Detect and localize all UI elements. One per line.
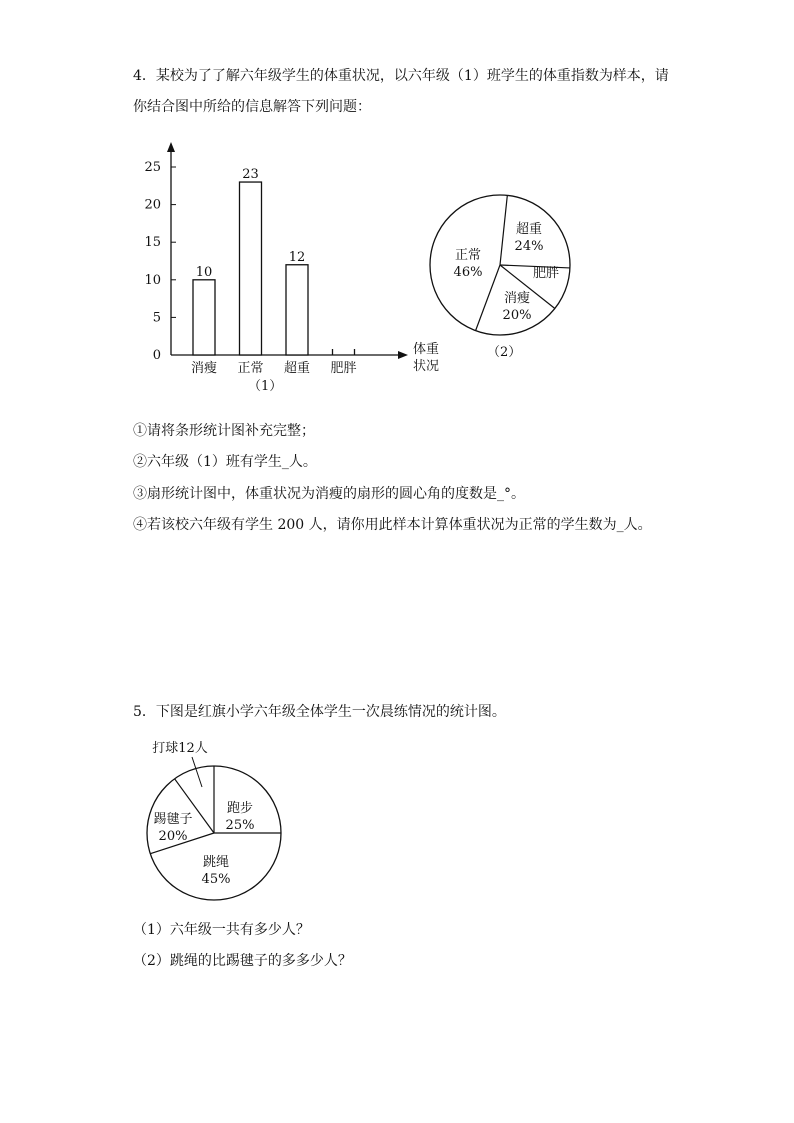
x-category-label: 消瘦: [190, 361, 218, 376]
y-tick-label: 25: [144, 160, 161, 175]
pie-slice-label: 跑步: [226, 801, 254, 816]
y-tick-label: 20: [144, 197, 161, 213]
x-axis-label-line2: 状况: [413, 359, 440, 374]
x-axis-arrow: [398, 351, 408, 359]
x-category-label: 超重: [283, 361, 311, 376]
pie-slice-value: 46%: [453, 265, 483, 280]
pie-chart-exercise: [140, 735, 320, 905]
q5-sub2: （2）跳绳的比踢毽子的多多少人？: [133, 953, 352, 969]
bar-value-label: 10: [195, 264, 213, 280]
bar-chart-weight: [140, 140, 460, 400]
bar-超重: [286, 265, 308, 355]
pie-slice-label: 正常: [454, 248, 482, 263]
bar-消瘦: [193, 280, 215, 355]
q5-stem: 5．下图是红旗小学六年级全体学生一次晨练情况的统计图。: [133, 704, 506, 720]
y-axis-arrow: [167, 142, 175, 152]
x-category-label: 肥胖: [330, 361, 357, 376]
pie-slice-label: 跳绳: [202, 855, 230, 870]
pie-slice-label: 消瘦: [503, 291, 531, 306]
q4-stem-line1: 4．某校为了了解六年级学生的体重状况，以六年级（1）班学生的体重指数为样本，请: [133, 68, 669, 84]
pie-slice-label: 打球12人: [152, 741, 208, 756]
pie-chart-caption: （2）: [487, 345, 522, 360]
pie-chart-weight: [425, 190, 595, 370]
pie-slice-label: 肥胖: [532, 266, 560, 281]
q4-sub3: ③扇形统计图中，体重状况为消瘦的扇形的圆心角的度数是_°。: [133, 486, 525, 502]
y-tick-label: 5: [152, 310, 161, 326]
bar-value-label: 12: [288, 249, 306, 265]
q4-sub1: ①请将条形统计图补充完整；: [133, 423, 315, 439]
y-tick-label: 15: [144, 235, 161, 251]
q4-sub4: ④若该校六年级有学生 200 人，请你用此样本计算体重状况为正常的学生数为_人。: [133, 517, 652, 533]
x-category-label: 正常: [237, 361, 264, 376]
pie-slice-value: 45%: [201, 872, 231, 887]
q4-stem-line2: 你结合图中所给的信息解答下列问题：: [133, 99, 371, 115]
q5-sub1: （1）六年级一共有多少人？: [133, 922, 310, 938]
bar-chart-caption: （1）: [248, 379, 283, 394]
pie-slice-value: 25%: [225, 818, 255, 833]
y-tick-label: 10: [144, 272, 161, 288]
pie-slice-value: 20%: [158, 829, 188, 844]
pie-slice-label: 踢毽子: [153, 812, 193, 827]
y-tick-label: 0: [152, 348, 161, 363]
pie-slice-label: 超重: [515, 222, 543, 237]
pie-slice-value: 24%: [514, 239, 544, 254]
pie-slice-value: 20%: [502, 308, 532, 323]
x-axis-label-line1: 体重: [413, 342, 440, 357]
bar-正常: [240, 182, 262, 355]
q4-sub2: ②六年级（1）班有学生_人。: [133, 454, 317, 470]
bar-value-label: 23: [242, 167, 259, 183]
